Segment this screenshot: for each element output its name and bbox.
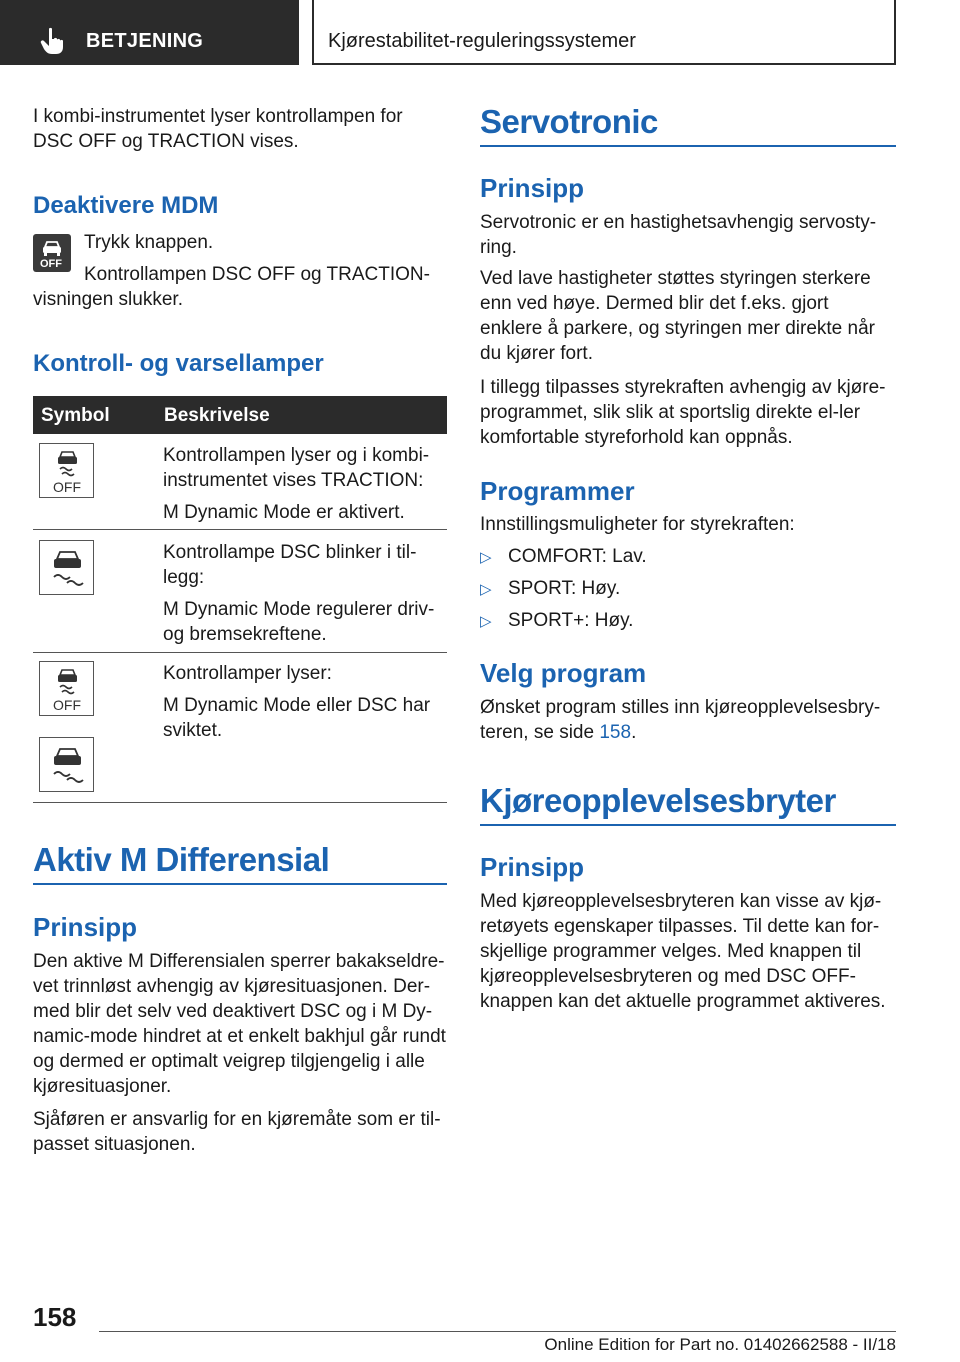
select-program-heading: Velg program [480,658,647,688]
table-row-3-desc-2: M Dynamic Mode eller DSC har sviktet. [163,695,431,741]
page-number: 158 [33,1302,77,1332]
intro-text: I kombi-instrumentet lyser kontrollampen for DSC OFF og TRACTION vises. [33,106,403,152]
lamps-heading: Kontroll- og varsellamper [33,350,324,377]
deactivate-step-1: Trykk knappen. [84,232,214,253]
table-row-2-desc-2: M Dynamic Mode regulerer driv- og bremsekreftene. [163,599,435,645]
switch-principle-heading: Prinsipp [480,852,585,882]
dsc-off-button-icon [33,234,71,272]
diff-principle-heading: Prinsipp [33,912,138,942]
program-list-item: ▷ COMFORT: Lav. [480,544,896,570]
col-description: Beskrivelse [164,405,270,426]
switch-heading: Kjøreopplevelsesbryter [480,782,836,819]
servo-principle-heading: Prinsipp [480,173,585,203]
car-skid-icon [40,541,95,596]
traction-off-symbol-label: OFF [53,479,81,495]
servo-paragraph-2: Ved lave hastigheter støttes styringen sterkere enn ved høye. Dermed blir det f.eks. gjort enklere å parkere, og styringen mer direkte når du kjører fort. [480,268,875,364]
footer-rule [99,1331,896,1332]
servo-heading: Servotronic [480,103,658,140]
select-program-text: Ønsket program stilles inn kjøreopplevelsesbry-teren, se side 158. [480,697,881,743]
diff-paragraph-1: Den aktive M Differensialen sperrer bakakseldre-vet trinnløst avhengig av kjøresituasjonen. Der-med blir det selv ved deaktivert DSC og i M Dy-namic-mode hindret at et enkelt bakhjul går rundt og dermed er optimalt veigrep tilgjengelig i alle kjøresituasjoner. [33,951,446,1097]
header-title-box [312,0,896,65]
car-skid-icon [40,738,95,793]
servo-paragraph-1: Servotronic er en hastighetsavhengig servosty-ring. [480,212,877,258]
deactivate-heading: Deaktivere MDM [33,192,219,219]
traction-off-symbol-label: OFF [53,697,81,713]
table-divider [33,802,447,803]
program-list-item: ▷ SPORT+: Høy. [480,608,896,634]
header-section-label: BETJENING [86,30,204,52]
table-row-3-desc-1: Kontrollamper lyser: [163,663,332,684]
triangle-bullet-icon: ▷ [480,613,492,630]
page-reference-link[interactable]: 158 [599,722,632,743]
diff-paragraph-2: Sjåføren er ansvarlig for en kjøremåte som er til-passet situasjonen. [33,1109,441,1155]
col-symbol: Symbol [41,405,110,426]
footer-edition: Online Edition for Part no. 01402662588 - II/18 [544,1335,896,1354]
diff-heading-rule [33,883,447,885]
lamps-table-header [33,396,447,434]
dsc-off-button-label: OFF [40,258,62,270]
table-row-1-desc-1: Kontrollampen lyser og i kombi-instrumentet vises TRACTION: [163,445,430,491]
traction-off-symbol [39,661,94,716]
header-section-tab [0,0,299,65]
switch-paragraph-1: Med kjøreopplevelsesbryteren kan visse av kjø-retøyets egenskaper tilpasses. Til dette kan for-skjellige programmer velges. Med knappen til kjøreopplevelsesbryteren og med DSC OFF-knappen kan det aktuelle programmet aktiveres. [480,891,886,1012]
triangle-bullet-icon: ▷ [480,549,492,566]
dsc-symbol [39,737,94,792]
header-title: Kjørestabilitet-reguleringssystemer [328,30,636,52]
table-row-1-desc-2: M Dynamic Mode er aktivert. [163,502,405,523]
table-row-2-desc-1: Kontrollampe DSC blinker i til-legg: [163,542,417,588]
triangle-bullet-icon: ▷ [480,581,492,598]
table-divider [33,529,447,530]
table-divider [33,652,447,653]
deactivate-step-2-line-2: visningen slukker. [33,289,183,310]
hand-pointer-icon [40,27,66,55]
servo-paragraph-3: I tillegg tilpasses styrekraften avhengig av kjøre-programmet, slik slik at sportslig direkte el-ler komfortable styreforhold kan oppnås. [480,377,886,448]
programs-heading: Programmer [480,476,635,506]
diff-heading: Aktiv M Differensial [33,841,330,878]
program-list-item: ▷ SPORT: Høy. [480,576,896,602]
traction-off-symbol [39,443,94,498]
deactivate-step-2-line-1: Kontrollampen DSC OFF og TRACTION- [84,264,430,285]
programs-intro: Innstillingsmuligheter for styrekraften: [480,514,795,535]
servo-heading-rule [480,145,896,147]
switch-heading-rule [480,824,896,826]
dsc-symbol [39,540,94,595]
